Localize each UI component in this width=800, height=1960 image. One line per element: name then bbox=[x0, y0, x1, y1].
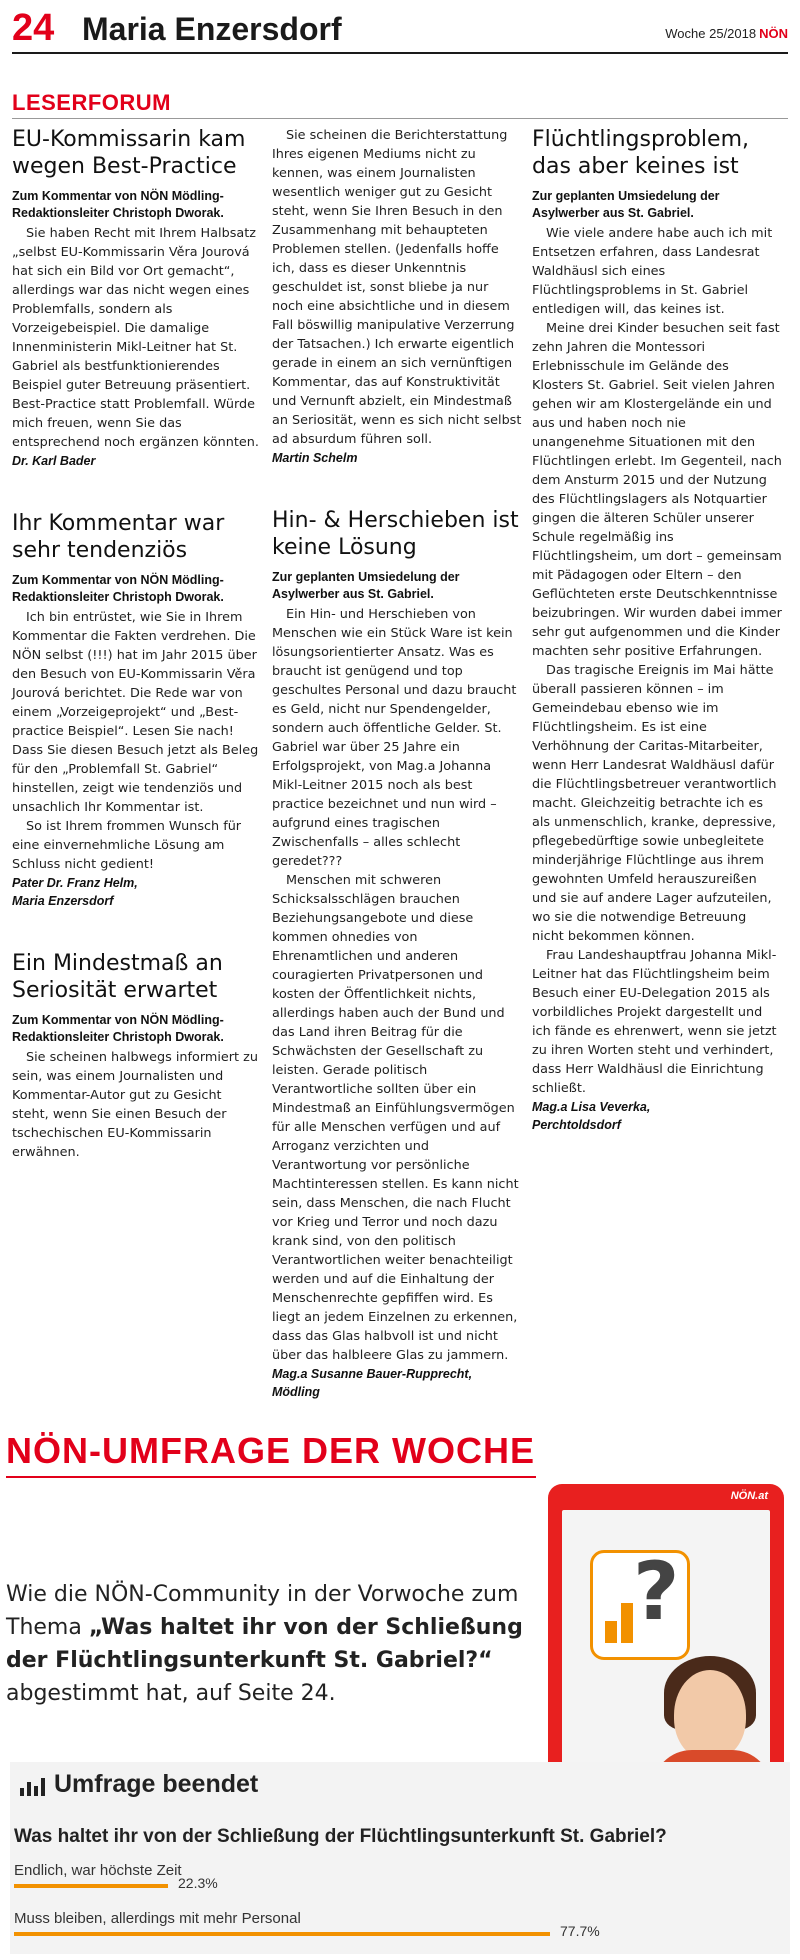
letter-title: Flüchtlingsproblem, das aber keines ist bbox=[532, 127, 749, 179]
letter-paragraph: Sie haben Recht mit Ihrem Halbsatz „selbst EU-Kommissarin Věra Jourová hat sich ein Bild vor Ort gemacht“, allerdings war das nicht wegen eines Problemfalls, sondern als Vorzeigebeispiel. Die damalige Innenministerin Mikl-Leitner hat St. Gabriel als bestfunktionierendes Beispiel guter Betreuung präsentiert. Best-Practice statt Problemfall. Würde mich freuen, wenn Sie das entsprechend noch ergänzen könnten. bbox=[12, 226, 259, 450]
poll-result-title: Umfrage beendet bbox=[54, 1770, 259, 1798]
tablet-screen bbox=[562, 1510, 770, 1794]
icon-bar bbox=[34, 1786, 38, 1796]
question-mark-chart-icon bbox=[590, 1545, 690, 1660]
letter-author-location: Perchtoldsdorf bbox=[532, 1118, 621, 1132]
poll-option-percent: 77.7% bbox=[560, 1923, 600, 1939]
question-mark-glyph: ? bbox=[633, 1545, 680, 1638]
letter-title: Ein Mindestmaß an Seriosität erwartet bbox=[12, 951, 223, 1003]
letter-paragraph: Ich bin entrüstet, wie Sie in Ihrem Kommentar die Fakten verdrehen. Die NÖN selbst (!!!) hat im Jahr 2015 über den Besuch von EU-Kommissarin Věra Jourová berichtet. Die Rede war von einem „Vorzeigeprojekt“ und „Best-practice Beispiel“. Lesen Sie nach! Dass Sie diesen Besuch jetzt als Beleg für den „Problemfall St. Gabriel“ hinstellen, zeigt wie tendenziös und unsachlich Ihr Kommentar ist. bbox=[12, 610, 259, 815]
poll-intro-text: Wie die NÖN-Community in der Vorwoche zum Thema bbox=[6, 1582, 519, 1640]
poll-intro bbox=[6, 1578, 526, 1710]
poll-option-track bbox=[14, 1884, 714, 1888]
poll-option-label: Muss bleiben, allerdings mit mehr Personal bbox=[14, 1910, 301, 1927]
poll-result-question: Was haltet ihr von der Schließung der Flüchtlingsunterkunft St. Gabriel? bbox=[14, 1826, 667, 1847]
letter-paragraph: Das tragische Ereignis im Mai hätte überall passieren können – im Gemeindebau ebenso wie im Flüchtlingsheim. Es ist eine Verhöhnung der Caritas-Mitarbeiter, wenn Herr Landesrat Waldhäusl dafür die Flüchtlingsbetreuer verantwortlich macht. Gleichzeitig betrachte ich es als unmenschlich, kranke, depressive, pflegebedürftige sowie unbegleitete minderjährige Flüchtlinge aus ihrem gewohnten Umfeld herauszureißen und sie auf andere Lager aufzuteilen, wo sie die notwendige Betreuung nicht bekommen können. bbox=[532, 663, 777, 944]
letter-reference: Zur geplanten Umsiedelung der Asylwerber aus St. Gabriel. bbox=[532, 189, 720, 220]
poll-option-percent: 22.3% bbox=[178, 1875, 218, 1891]
letter-paragraph: Meine drei Kinder besuchen seit fast zehn Jahren die Montessori Erlebnisschule im Gelände des Klosters St. Gabriel. Seit vielen Jahren gehen wir am Klostergelände ein und aus und haben noch nie unangenehme Situationen mit den Flüchtlingen erlebt. Im Gegenteil, nach dem Ansturm 2015 und der Nutzung des Flüchtlingslagers als Notquartier gingen die älteren Schüler unserer Schule regelmäßig ins Flüchtlingsheim, um dort – gemeinsam mit Pädagogen oder Eltern – den Geflüchteten erste Deutschkenntnisse beizubringen. Wir wurden dabei immer sehr gut aufgenommen und die Kinder machten sehr positive Erfahrungen. bbox=[532, 321, 782, 659]
letter-seriositaet-continued bbox=[272, 126, 522, 467]
letter-paragraph: Sie scheinen die Berichterstattung Ihres eigenen Mediums nicht zu kennen, was einem Journalisten wesentlich weniger gut zu Gesicht steht, wenn Sie Ihren Besuch in den Zusammenhang mit behaupteten Problemen stellen. (Jedenfalls hoffe ich, dass es dieser Unkenntnis geschuldet ist, sonst bliebe ja nur noch eine absichtliche und in diesem Fall böswillig manipulative Verzerrung der Tatsachen.) Ich erwarte eigentlich gerade in einem an sich vernünftigen Kommentar, das auf Konstruktivität und Vernunft abzielt, ein Mindestmaß an Seriosität, wenn es sich nicht selbst ad absurdum führen soll. bbox=[272, 128, 522, 447]
section-divider bbox=[12, 118, 788, 119]
letter-reference: Zum Kommentar von NÖN Mödling-Redaktionsleiter Christoph Dworak. bbox=[12, 1013, 224, 1044]
poll-option-bar bbox=[14, 1932, 550, 1936]
letter-author-location: Maria Enzersdorf bbox=[12, 894, 114, 908]
letter-author: Martin Schelm bbox=[272, 451, 358, 465]
letter-author: Dr. Karl Bader bbox=[12, 454, 96, 468]
letter-tendenzioes bbox=[12, 510, 262, 910]
person-face bbox=[674, 1670, 746, 1760]
poll-option bbox=[14, 1862, 784, 1902]
issue-week: Woche 25/2018 bbox=[665, 26, 757, 41]
icon-bar bbox=[27, 1782, 31, 1796]
letter-author: Mag.a Lisa Veverka, bbox=[532, 1100, 651, 1114]
column-1 bbox=[12, 126, 262, 1202]
poll-result-header bbox=[10, 1766, 530, 1806]
letter-best-practice bbox=[12, 126, 262, 470]
poll-option bbox=[14, 1910, 784, 1950]
page-header bbox=[12, 6, 788, 54]
letter-title: EU-Kommissarin kam wegen Best-Practice bbox=[12, 127, 246, 179]
page-number: 24 bbox=[12, 7, 55, 49]
icon-bar bbox=[20, 1788, 24, 1796]
letter-reference: Zur geplanten Umsiedelung der Asylwerber aus St. Gabriel. bbox=[272, 570, 460, 601]
poll-divider bbox=[6, 1476, 536, 1478]
poll-intro-question: „Was haltet ihr von der Schließung der Flüchtlingsunterkunft St. Gabriel?“ bbox=[6, 1615, 523, 1673]
icon-bar bbox=[41, 1778, 45, 1796]
letter-reference: Zum Kommentar von NÖN Mödling-Redaktionsleiter Christoph Dworak. bbox=[12, 573, 224, 604]
poll-heading: NÖN-UMFRAGE DER WOCHE bbox=[6, 1430, 535, 1471]
letter-author: Pater Dr. Franz Helm, bbox=[12, 876, 138, 890]
letter-paragraph: Ein Hin- und Herschieben von Menschen wie ein Stück Ware ist kein lösungsorientierter Ansatz. Was es braucht ist genügend und top geschultes Personal und dazu braucht es Geld, nicht nur Spendengelder, sondern auch öffentliche Gelder. St. Gabriel war über 25 Jahre ein Erfolgsprojekt, von Mag.a Johanna Mikl-Leitner 2015 noch als best practice bezeichnet und nun wird – aufgrund eines tragischen Zwischenfalls – alles schlecht geredet??? bbox=[272, 607, 517, 869]
column-2 bbox=[272, 126, 522, 1441]
letter-reference: Zum Kommentar von NÖN Mödling-Redaktionsleiter Christoph Dworak. bbox=[12, 189, 224, 220]
brand-logo: NÖN bbox=[759, 26, 788, 41]
poll-intro-text-end: abgestimmt hat, auf Seite 24. bbox=[6, 1681, 336, 1706]
letter-title: Hin- & Herschieben ist keine Lösung bbox=[272, 508, 519, 560]
letter-author: Mag.a Susanne Bauer-Rupprecht, Mödling bbox=[272, 1367, 473, 1399]
bar-chart-icon bbox=[20, 1778, 46, 1796]
letter-paragraph: Sie scheinen halbwegs informiert zu sein, was einem Journalisten und Kommentar-Autor gut zu Gesicht steht, wenn Sie einen Besuch der tschechischen EU-Kommissarin erwähnen. bbox=[12, 1050, 258, 1160]
letter-paragraph: So ist Ihrem frommen Wunsch für eine einvernehmliche Lösung am Schluss nicht gedient! bbox=[12, 819, 242, 872]
letter-paragraph: Wie viele andere habe auch ich mit Entsetzen erfahren, dass Landesrat Waldhäusl sich eines Flüchtlingsproblems in St. Gabriel entledigen will, das keines ist. bbox=[532, 226, 773, 317]
poll-option-bar bbox=[14, 1884, 168, 1888]
letter-title: Ihr Kommentar war sehr tendenziös bbox=[12, 511, 225, 563]
issue-info bbox=[665, 26, 788, 41]
poll-option-track bbox=[14, 1932, 714, 1936]
letter-fluechtlingsproblem bbox=[532, 126, 782, 1134]
column-3 bbox=[532, 126, 782, 1174]
icon-bar bbox=[605, 1621, 617, 1643]
letter-paragraph: Menschen mit schweren Schicksalsschlägen brauchen Beziehungsangebote und diese kommen ohnedies von Ehrenamtlichen und anderen couragierten Privatpersonen und kosten der Öffentlichkeit nichts, allerdings haben auch der Bund und das Land ihren Beitrag für die Schwächsten der Gesellschaft zu leisten. Gerade politisch Verantwortliche sollten über ein Mindestmaß an Einfühlungsvermögen für alle Menschen verfügen und auf Arroganz verzichten und Verantwortung vor persönliche Machtinteressen stellen. Es kann nicht sein, dass Menschen, die nach Flucht vor Krieg und Terror und noch dazu krank sind, von den politisch Verantwortlichen weiter benachteiligt werden und auf die Einhaltung der Menschenrechte gepfiffen wird. Es liegt an jedem Einzelnen zu erkennen, dass das Glas halbvoll ist und nicht über das halbleere Glas zu jammern. bbox=[272, 873, 519, 1363]
poll-option-label: Endlich, war höchste Zeit bbox=[14, 1862, 182, 1879]
section-label: LESERFORUM bbox=[12, 90, 171, 115]
letter-paragraph: Frau Landeshauptfrau Johanna Mikl-Leitner hat das Flüchtlingsheim beim Besuch einer EU-Delegation 2015 als vorbildliches Projekt dargestellt und ich fände es ehrenwert, wenn sie jetzt zu ihren Worten steht und verhindert, dass Herr Waldhäusl die Einrichtung schließt. bbox=[532, 948, 777, 1096]
letter-hin-herschieben bbox=[272, 507, 522, 1401]
tablet-brand: NÖN.at bbox=[730, 1490, 768, 1502]
icon-bar bbox=[621, 1603, 633, 1643]
letter-seriositaet bbox=[12, 950, 262, 1162]
page-town: Maria Enzersdorf bbox=[82, 11, 342, 47]
